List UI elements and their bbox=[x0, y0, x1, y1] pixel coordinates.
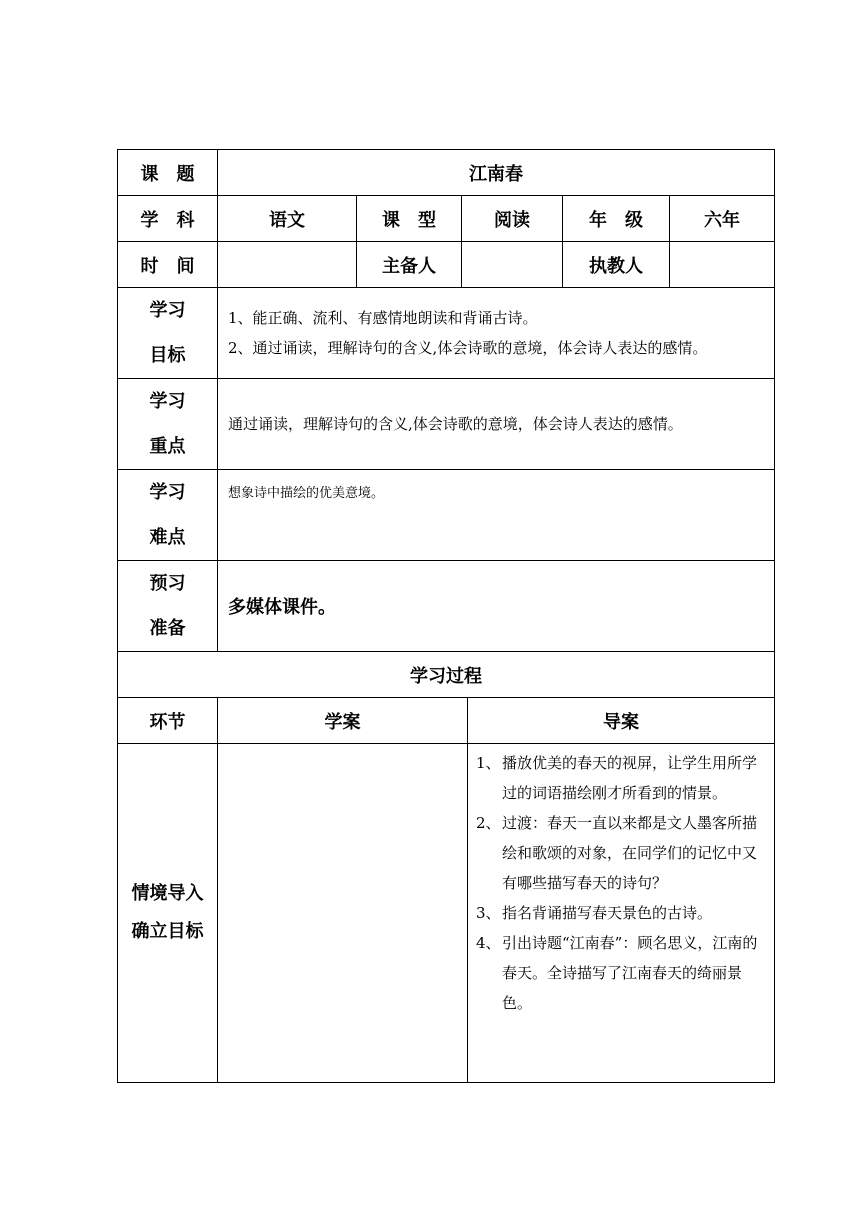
guide-item-text: 播放优美的春天的视屏，让学生用所学过的词语描绘刚才所看到的情景。 bbox=[502, 754, 758, 802]
preparer-label: 主备人 bbox=[357, 242, 462, 288]
objectives-content bbox=[218, 288, 775, 379]
grade-label: 年 级 bbox=[563, 196, 670, 242]
subject-value: 语文 bbox=[218, 196, 357, 242]
guide-list bbox=[476, 748, 764, 1018]
preview-content: 多媒体课件。 bbox=[218, 561, 775, 652]
guide-item-number: 2、 bbox=[476, 814, 501, 832]
col-teacher-header: 导案 bbox=[468, 698, 775, 744]
time-label: 时 间 bbox=[118, 242, 218, 288]
guide-item bbox=[476, 928, 764, 1018]
key-points-row bbox=[118, 379, 775, 470]
difficulties-label-line2: 难点 bbox=[149, 527, 186, 548]
objective-item-1: 1、能正确、流利、有感情地朗读和背诵古诗。 bbox=[228, 309, 538, 327]
col-student-header: 学案 bbox=[218, 698, 468, 744]
guide-item bbox=[476, 898, 764, 928]
teacher-value bbox=[670, 242, 775, 288]
type-label: 课 型 bbox=[357, 196, 462, 242]
key-points-content: 通过诵读，理解诗句的含义,体会诗歌的意境，体会诗人表达的感情。 bbox=[218, 379, 775, 470]
difficulties-label-line1: 学习 bbox=[149, 482, 186, 503]
process-title: 学习过程 bbox=[118, 652, 775, 698]
time-value bbox=[218, 242, 357, 288]
guide-item-text: 引出诗题“江南春”：顾名思义，江南的春天。全诗描写了江南春天的绮丽景色。 bbox=[502, 934, 758, 1012]
objectives-label-line1: 学习 bbox=[149, 300, 186, 321]
preparer-value bbox=[462, 242, 563, 288]
guide-item-text: 指名背诵描写春天景色的古诗。 bbox=[502, 904, 713, 922]
topic-label: 课 题 bbox=[118, 150, 218, 196]
process-stage-row bbox=[118, 744, 775, 1083]
objectives-label-line2: 目标 bbox=[149, 345, 186, 366]
student-plan-cell bbox=[218, 744, 468, 1083]
col-stage-header: 环节 bbox=[118, 698, 218, 744]
key-points-label bbox=[118, 379, 218, 470]
process-header-row bbox=[118, 698, 775, 744]
preview-label-line2: 准备 bbox=[149, 618, 186, 639]
grade-value: 六年 bbox=[670, 196, 775, 242]
preview-row bbox=[118, 561, 775, 652]
process-title-row bbox=[118, 652, 775, 698]
time-row bbox=[118, 242, 775, 288]
guide-item bbox=[476, 748, 764, 808]
objectives-row bbox=[118, 288, 775, 379]
key-points-label-line2: 重点 bbox=[149, 436, 186, 457]
topic-value: 江南春 bbox=[218, 150, 775, 196]
objective-item-2: 2、通过诵读，理解诗句的含义,体会诗歌的意境，体会诗人表达的感情。 bbox=[228, 339, 708, 357]
teacher-guide-cell bbox=[468, 744, 775, 1083]
preview-label-line1: 预习 bbox=[149, 573, 186, 594]
key-points-label-line1: 学习 bbox=[149, 391, 186, 412]
stage-line-1: 情境导入 bbox=[131, 883, 204, 904]
difficulties-row bbox=[118, 470, 775, 561]
difficulties-label bbox=[118, 470, 218, 561]
type-value: 阅读 bbox=[462, 196, 563, 242]
topic-row bbox=[118, 150, 775, 196]
stage-line-2: 确立目标 bbox=[131, 921, 204, 942]
guide-item-text: 过渡：春天一直以来都是文人墨客所描绘和歌颂的对象，在同学们的记忆中又有哪些描写春天的诗句？ bbox=[502, 814, 758, 892]
guide-item-number: 3、 bbox=[476, 904, 501, 922]
guide-item-number: 4、 bbox=[476, 934, 501, 952]
lesson-plan-table bbox=[117, 149, 775, 1083]
subject-label: 学 科 bbox=[118, 196, 218, 242]
teacher-label: 执教人 bbox=[563, 242, 670, 288]
guide-item-number: 1、 bbox=[476, 754, 501, 772]
guide-item bbox=[476, 808, 764, 898]
stage-cell bbox=[118, 744, 218, 1083]
difficulties-content: 想象诗中描绘的优美意境。 bbox=[218, 470, 775, 561]
subject-row bbox=[118, 196, 775, 242]
preview-label bbox=[118, 561, 218, 652]
objectives-label bbox=[118, 288, 218, 379]
